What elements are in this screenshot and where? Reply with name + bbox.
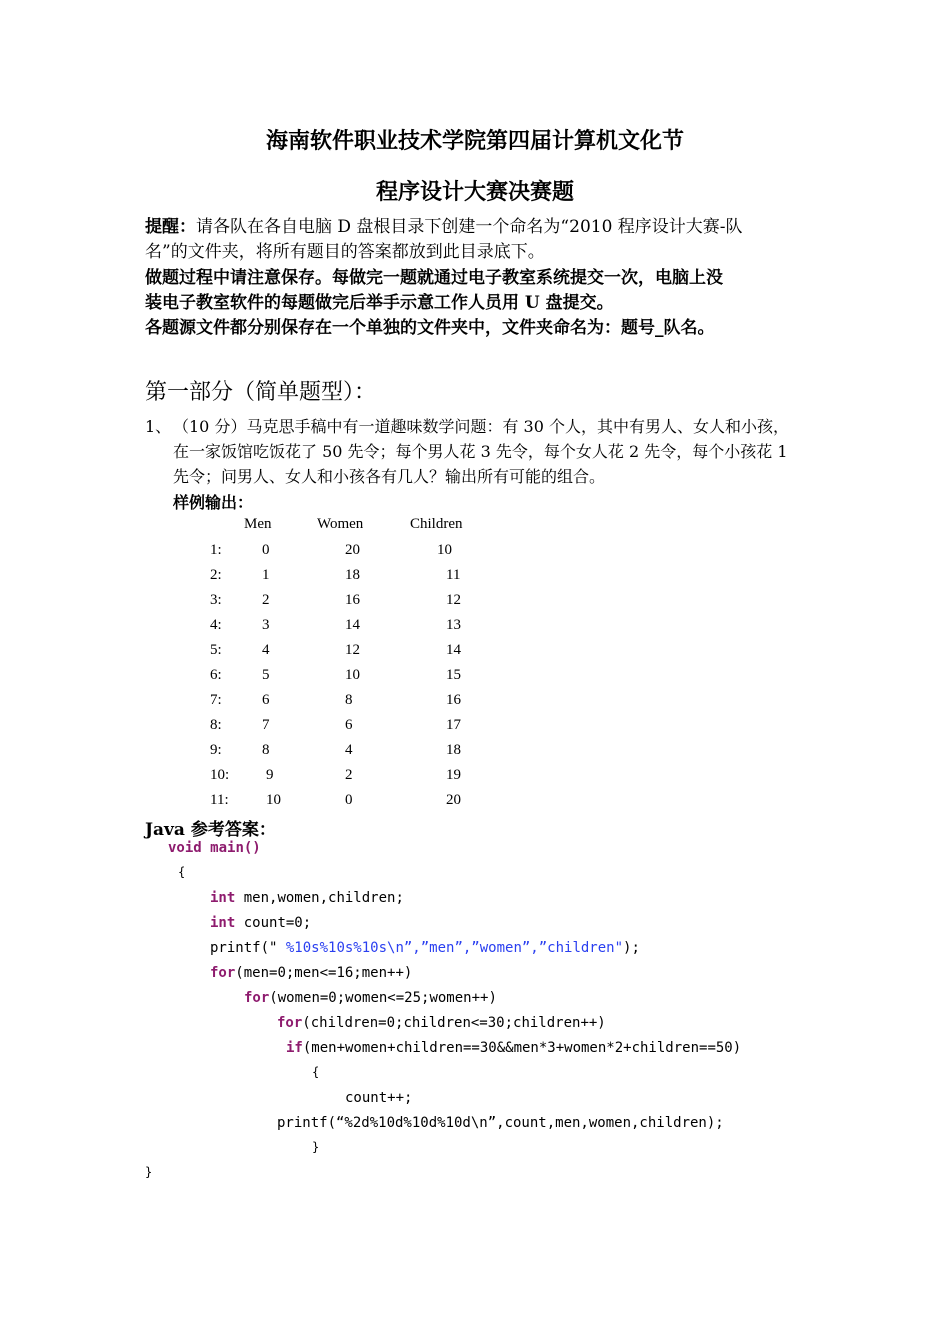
table-cell-row-index: 3: bbox=[210, 592, 222, 608]
code-text: (men+women+children==30&&men*3+women*2+children==50) bbox=[302, 1040, 742, 1056]
table-cell-row-women: 18 bbox=[345, 567, 360, 583]
code-line-for-men bbox=[210, 965, 412, 981]
table-cell-row-index: 5: bbox=[210, 642, 222, 658]
table-cell-row-children: 14 bbox=[446, 642, 461, 658]
code-close-brace: } bbox=[145, 1165, 153, 1179]
reminder-bold-3: 各题源文件都分别保存在一个单独的文件夹中，文件夹命名为：题号_队名。 bbox=[145, 318, 715, 338]
question-line-2: 在一家饭馆吃饭花了 50 先令；每个男人花 3 先令，每个女人花 2 先令，每个小孩花 1 bbox=[173, 442, 788, 461]
code-keyword: for bbox=[244, 990, 270, 1006]
table-cell-row-men: 4 bbox=[262, 642, 270, 658]
table-cell-row-men: 6 bbox=[262, 692, 270, 708]
sample-output-label: 样例输出： bbox=[173, 493, 254, 512]
table-cell-row-index: 6: bbox=[210, 667, 222, 683]
reminder-bold-1: 做题过程中请注意保存。每做完一题就通过电子教室系统提交一次，电脑上没 bbox=[145, 268, 723, 288]
table-cell-row-index: 11: bbox=[210, 792, 229, 808]
table-cell-row-index: 1: bbox=[210, 542, 222, 558]
table-cell-row-children: 18 bbox=[446, 742, 461, 758]
table-cell-row-index: 2: bbox=[210, 567, 222, 583]
code-keyword: main() bbox=[210, 840, 261, 856]
reminder-line-2: 名”的文件夹，将所有题目的答案都放到此目录底下。 bbox=[145, 242, 545, 262]
table-cell-row-children: 11 bbox=[446, 567, 461, 583]
document-title: 海南软件职业技术学院第四届计算机文化节 bbox=[265, 128, 684, 154]
table-cell-row-women: 6 bbox=[345, 717, 353, 733]
table-cell-row-men: 3 bbox=[262, 617, 270, 633]
code-text: ); bbox=[623, 940, 640, 956]
code-text: count=0; bbox=[235, 915, 312, 931]
question-line-1: （10 分）马克思手稿中有一道趣味数学问题：有 30 个人，其中有男人、女人和小孩， bbox=[173, 417, 789, 436]
code-text: (men=0;men<=16;men++) bbox=[235, 965, 413, 981]
code-open-brace: { bbox=[178, 865, 186, 879]
reminder-bold-2: 装电子教室软件的每题做完后举手示意工作人员用 U 盘提交。 bbox=[145, 293, 614, 313]
question-line-3: 先令；问男人、女人和小孩各有几人？输出所有可能的组合。 bbox=[173, 467, 606, 486]
table-cell-row-children: 19 bbox=[446, 767, 461, 783]
table-cell-row-children: 12 bbox=[446, 592, 461, 608]
table-cell-row-children: 17 bbox=[446, 717, 461, 733]
section-heading: 第一部分（简单题型）： bbox=[145, 380, 377, 405]
table-cell-row-women: 4 bbox=[345, 742, 353, 758]
table-cell-row-children: 13 bbox=[446, 617, 461, 633]
table-cell-row-index: 4: bbox=[210, 617, 222, 633]
answer-label: Java 参考答案： bbox=[145, 820, 276, 840]
table-cell-row-men: 7 bbox=[262, 717, 270, 733]
table-cell-row-women: 16 bbox=[345, 592, 360, 608]
code-keyword: int bbox=[210, 915, 236, 931]
code-text: men,women,children; bbox=[235, 890, 404, 906]
table-cell-row-women: 10 bbox=[345, 667, 360, 683]
code-line-printf-header bbox=[210, 940, 640, 956]
code-line-main bbox=[168, 840, 261, 856]
table-cell-row-women: 12 bbox=[345, 642, 360, 658]
code-keyword: void bbox=[168, 840, 202, 856]
code-keyword: int bbox=[210, 890, 236, 906]
header-children: Children bbox=[410, 516, 463, 532]
reminder-line-1 bbox=[145, 215, 743, 240]
table-cell-row-children: 15 bbox=[446, 667, 461, 683]
header-men: Men bbox=[244, 516, 272, 532]
code-keyword: for bbox=[210, 965, 236, 981]
code-line-increment: count++; bbox=[345, 1090, 413, 1106]
code-line-if bbox=[286, 1040, 741, 1056]
code-keyword: for bbox=[277, 1015, 303, 1031]
code-string: %10s%10s%10s\n”,”men”,”women”,”children" bbox=[277, 940, 624, 956]
table-cell-row-children: 16 bbox=[446, 692, 461, 708]
table-cell-row-children: 10 bbox=[437, 542, 452, 558]
code-text: (children=0;children<=30;children++) bbox=[302, 1015, 606, 1031]
code-line-for-children bbox=[277, 1015, 606, 1031]
question-number: 1、 bbox=[145, 417, 172, 436]
table-cell-row-men: 9 bbox=[266, 767, 274, 783]
table-cell-row-index: 8: bbox=[210, 717, 222, 733]
document-subtitle: 程序设计大赛决赛题 bbox=[375, 179, 574, 205]
code-inner-close-brace: } bbox=[312, 1140, 320, 1154]
table-cell-row-index: 7: bbox=[210, 692, 222, 708]
code-keyword: if bbox=[286, 1040, 303, 1056]
table-cell-row-women: 0 bbox=[345, 792, 353, 808]
code-text: (women=0;women<=25;women++) bbox=[269, 990, 497, 1006]
table-cell-row-men: 2 bbox=[262, 592, 270, 608]
table-cell-row-index: 10: bbox=[210, 767, 230, 783]
table-cell-row-index: 9: bbox=[210, 742, 222, 758]
table-cell-row-men: 1 bbox=[262, 567, 270, 583]
header-women: Women bbox=[317, 516, 364, 532]
table-cell-row-women: 2 bbox=[345, 767, 353, 783]
table-cell-row-women: 8 bbox=[345, 692, 353, 708]
table-cell-row-children: 20 bbox=[446, 792, 461, 808]
code-text: printf(" bbox=[210, 940, 278, 956]
code-line-for-women bbox=[244, 990, 497, 1006]
table-cell-row-women: 14 bbox=[345, 617, 360, 633]
table-cell-row-men: 5 bbox=[262, 667, 270, 683]
table-cell-row-men: 0 bbox=[262, 542, 270, 558]
table-cell-row-women: 20 bbox=[345, 542, 360, 558]
reminder-text-1: 请各队在各自电脑 D 盘根目录下创建一个命名为“2010 程序设计大赛-队 bbox=[196, 217, 743, 237]
code-line-printf-row: printf(“%2d%10d%10d%10d\n”,count,men,women,children); bbox=[277, 1115, 724, 1131]
code-line-decl bbox=[210, 890, 404, 906]
code-line-count bbox=[210, 915, 311, 931]
table-cell-row-men: 8 bbox=[262, 742, 270, 758]
code-inner-open-brace: { bbox=[312, 1065, 320, 1079]
reminder-label: 提醒： bbox=[145, 217, 196, 237]
table-cell-row-men: 10 bbox=[266, 792, 281, 808]
